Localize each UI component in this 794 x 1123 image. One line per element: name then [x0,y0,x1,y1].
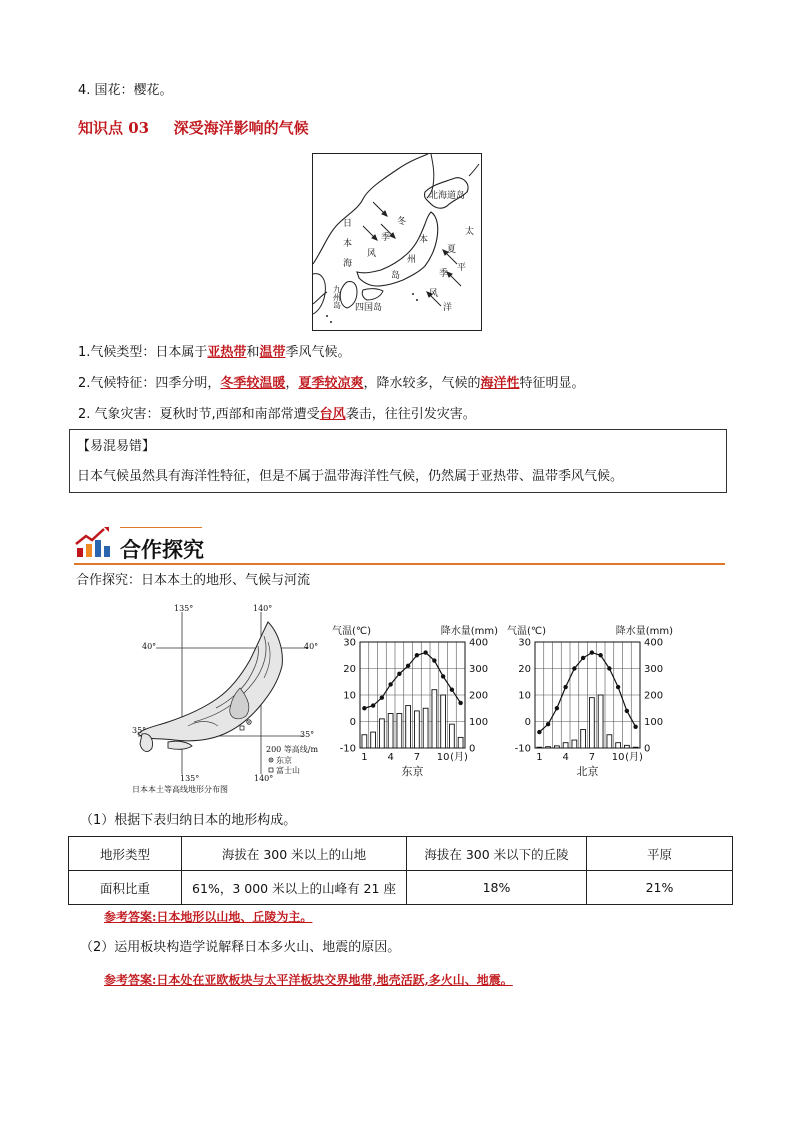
tick-label-month: 4 [387,752,394,763]
pacific-char-1: 太 [465,227,475,237]
cooperation-header: 合作探究 [120,538,204,562]
table-header-cell: 平原 [587,837,733,871]
precipitation-bar [581,729,586,748]
temperature-point [432,658,436,662]
japan-sea-char-1: 日 [343,219,353,229]
tick-label-month: 7 [413,752,421,763]
q2-text: （2）运用板块构造学说解释日本多火山、地震的原因。 [80,940,401,955]
tick-label-month: (月) [450,752,468,763]
climate-feature-line [78,375,585,393]
temperature-point [423,650,427,654]
precipitation-bar [589,698,594,748]
honshu-char-1: 本 [419,235,429,245]
cooperation-subtitle: 合作探究：日本本土的地形、气候与河流 [76,573,311,588]
tick-label-temperature: -10 [514,743,531,755]
temperature-point [388,682,392,686]
precipitation-bar [554,746,559,748]
precipitation-bar [616,743,621,748]
legend-contour: 200 等高线/m [266,745,319,754]
climate-feature-prefix: 2.气候特征：四季分明， [78,376,221,391]
legend-fuji: 富士山 [276,766,300,775]
lat-35-right: 35° [300,730,315,739]
tick-label-month: 10 [611,752,625,763]
weather-disaster-suffix: 袭击，往往引发灾害。 [345,407,476,422]
japan-monsoon-map [312,153,482,331]
q2-answer: 参考答案:日本处在亚欧板块与太平洋板块交界地带,地壳活跃,多火山、地震。 [104,973,513,987]
q1-answer: 参考答案:日本地形以山地、丘陵为主。 [104,910,313,924]
tick-label-temperature: 10 [343,690,356,702]
confusion-box-text: 日本气候虽然具有海洋性特征，但是不属于温带海洋性气候，仍然属于亚热带、温带季风气候。 [77,469,624,484]
temperature-point [563,685,567,689]
precipitation-bar [563,743,568,748]
temperature-point [450,688,454,692]
summer-monsoon-char-3: 风 [429,289,439,299]
climate-feature-mid: ，降水较多，气候的 [363,376,481,391]
tick-label-precipitation: 100 [644,717,664,728]
temperature-point [555,706,559,710]
answer-warm-winter: 冬季较温暖 [220,376,286,391]
contour-map [128,602,328,794]
header-rule [74,563,725,565]
tick-label-precipitation: 300 [644,664,664,675]
tick-label-temperature: 20 [343,664,356,675]
lat-35-left: 35° [132,726,147,735]
winter-monsoon-char-2: 季 [381,233,391,243]
table-cell: 61%，3 000 米以上的山峰有 21 座 [182,871,407,905]
summer-monsoon-char-1: 夏 [447,245,457,255]
weather-disaster-prefix: 2. 气象灾害：夏秋时节,西部和南部常遭受 [78,407,320,422]
precipitation-bar [397,714,402,748]
confusion-box [69,429,727,493]
confusion-box-title: 【易混易错】 [77,439,156,454]
climate-type-and: 和 [246,345,260,360]
ylabel-precipitation: 降水量(mm) [615,626,673,637]
tick-label-temperature: 20 [518,664,531,675]
ylabel-temperature: 气温(℃) [507,626,547,637]
answer-maritime: 海洋性 [480,376,520,391]
precipitation-bar [572,740,577,748]
national-flower-line: 4. 国花：樱花。 [78,83,173,98]
tick-label-precipitation: 400 [469,637,489,649]
tick-label-month: 4 [562,752,569,763]
section-title [78,117,309,138]
temperature-point [458,701,462,705]
precipitation-bar [371,732,376,748]
precipitation-bar [362,735,367,748]
station-name: 东京 [401,765,424,778]
honshu-char-2: 州 [407,255,417,265]
section-title-prefix: 知识点 03 [78,119,150,137]
tick-label-precipitation: 300 [469,664,489,675]
temperature-point [441,674,445,678]
summer-monsoon-char-2: 季 [439,269,449,279]
tick-label-month: (月) [625,752,643,763]
tick-label-precipitation: 200 [469,690,489,702]
tick-label-month: 10 [436,752,450,763]
temperature-point [371,703,375,707]
precipitation-bar [423,708,428,748]
table-header-cell: 海拔在 300 米以上的山地 [182,837,407,871]
climate-feature-suffix: 特征明显。 [519,376,585,391]
climate-type-prefix: 1.气候类型：日本属于 [78,345,208,360]
pacific-char-3: 洋 [443,303,453,313]
tick-label-temperature: 30 [518,637,531,649]
ylabel-temperature: 气温(℃) [332,626,372,637]
temperature-point [537,730,541,734]
temperature-point [397,672,401,676]
temperature-point [607,666,611,670]
precipitation-bar [449,724,454,748]
table-row [69,871,733,905]
temperature-point [581,656,585,660]
precipitation-bar [633,747,638,748]
temperature-point [380,695,384,699]
answer-typhoon: 台风 [319,407,346,422]
table-header-cell: 海拔在 300 米以下的丘陵 [407,837,587,871]
climate-chart-beijing-svg [505,620,675,780]
tick-label-precipitation: 100 [469,717,489,728]
precipitation-bar [406,706,411,748]
tick-label-month: 1 [536,752,543,763]
winter-monsoon-char-3: 风 [367,249,377,259]
precipitation-bar [379,719,384,748]
hokkaido-label: 北海道岛 [429,191,466,201]
tick-label-temperature: 0 [349,717,356,728]
contour-map-caption: 日本本土等高线地形分布图 [132,785,228,794]
tick-label-month: 7 [588,752,596,763]
precipitation-bar [414,711,419,748]
answer-temperate: 温带 [259,345,286,360]
pacific-char-2: 平 [457,263,467,273]
shikoku-label: 四国岛 [355,303,383,313]
climate-chart-beijing [505,620,675,780]
tick-label-precipitation: 400 [644,637,664,649]
precipitation-bar [624,745,629,748]
temperature-point [616,685,620,689]
answer-subtropical: 亚热带 [207,345,247,360]
temperature-point [598,653,602,657]
station-name: 北京 [576,765,599,778]
temperature-point [633,725,637,729]
lat-40-right: 40° [304,642,319,651]
precipitation-bar [388,714,393,748]
table-header-cell: 地形类型 [69,837,182,871]
climate-feature-sep: ， [285,376,299,391]
table-header-row [69,837,733,871]
header-short-rule [120,527,202,528]
climate-chart-tokyo-svg [330,620,500,780]
temperature-point [572,666,576,670]
japan-sea-char-3: 海 [343,259,353,269]
japan-sea-char-2: 本 [343,239,353,249]
precipitation-bar [458,737,463,748]
tick-label-temperature: 10 [518,690,531,702]
terrain-table [68,836,733,905]
temperature-point [546,722,550,726]
lat-40-left: 40° [142,642,157,651]
lon-140-top: 140° [253,604,273,613]
precipitation-bar [537,747,542,748]
tick-label-temperature: 30 [343,637,356,649]
tick-label-precipitation: 200 [644,690,664,702]
section-title-main: 深受海洋影响的气候 [173,119,309,137]
climate-type-line [78,344,350,362]
table-cell: 18% [407,871,587,905]
temperature-point [415,653,419,657]
precipitation-bar [546,747,551,748]
winter-monsoon-char-1: 冬 [397,217,407,227]
lon-140-bottom: 140° [254,774,274,783]
temperature-point [362,706,366,710]
honshu-char-3: 岛 [391,271,401,281]
precipitation-bar [441,695,446,748]
temperature-point [625,709,629,713]
tick-label-precipitation: 0 [644,743,651,755]
tick-label-temperature: 0 [524,717,531,728]
answer-cool-summer: 夏季较凉爽 [298,376,364,391]
kyushu-label: 九州岛 [333,285,341,310]
lon-135-bottom: 135° [180,774,200,783]
table-cell: 面积比重 [69,871,182,905]
climate-type-suffix: 季风气候。 [285,345,351,360]
tick-label-precipitation: 0 [469,743,476,755]
precipitation-bar [432,690,437,748]
q1-text: （1）根据下表归纳日本的地形构成。 [80,813,297,828]
temperature-point [590,650,594,654]
climate-chart-tokyo [330,620,500,780]
precipitation-bar [598,695,603,748]
ylabel-precipitation: 降水量(mm) [440,626,498,637]
tick-label-month: 1 [361,752,368,763]
precipitation-bar [607,735,612,748]
weather-disaster-line [78,406,476,424]
table-cell: 21% [587,871,733,905]
chart-growth-icon [74,526,114,558]
legend-tokyo: 东京 [276,756,292,765]
lon-135-top: 135° [174,604,194,613]
tick-label-temperature: -10 [339,743,356,755]
temperature-point [406,664,410,668]
